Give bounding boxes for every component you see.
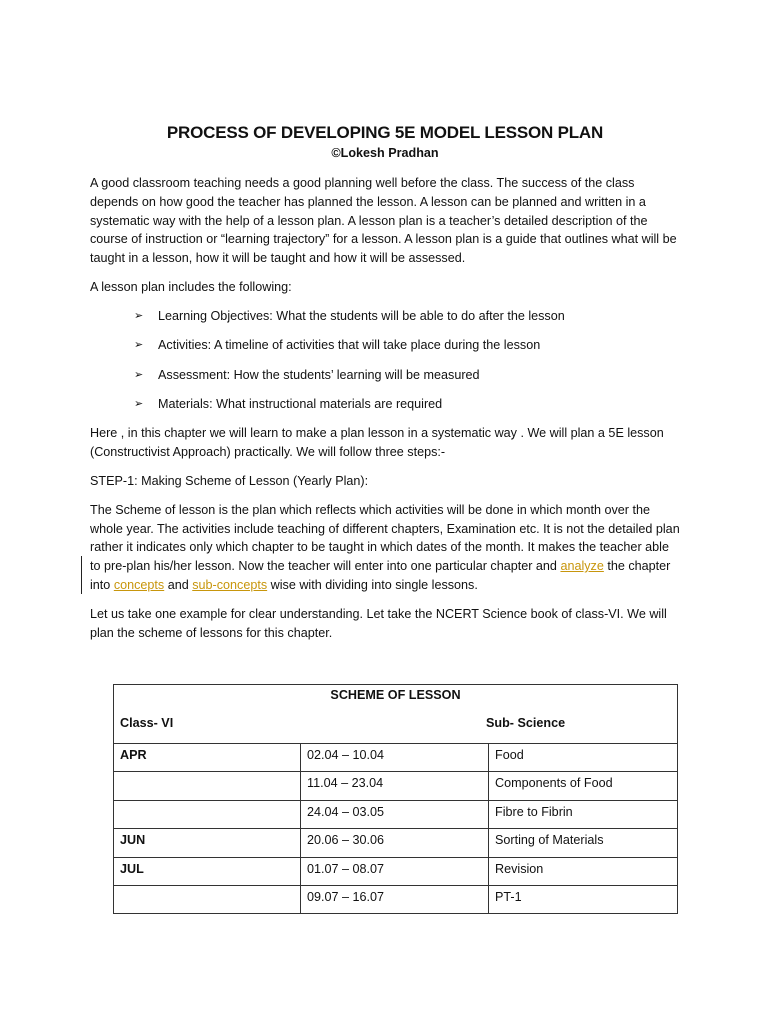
document-body — [90, 122, 680, 652]
table-row — [114, 829, 678, 857]
dates-cell: 24.04 – 03.05 — [301, 800, 489, 828]
class-label: Class- VI — [120, 716, 174, 730]
month-cell: JUL — [114, 857, 301, 885]
dates-cell: 11.04 – 23.04 — [301, 772, 489, 800]
topic-cell: Sorting of Materials — [489, 829, 678, 857]
list-item-text: Materials: What instructional materials are required — [158, 396, 443, 411]
intro-paragraph: A good classroom teaching needs a good planning well before the class. The success of the class depends on how good the teacher has planned the lesson. A lesson can be planned and written in a systematic way with the help of a lesson plan. A lesson plan is a teacher’s detailed description of the course of instruction or “learning trajectory” for a lesson. A lesson plan is a guide that outlines what will be taught in a lesson, how it will be taught and how it will be assessed. — [90, 176, 677, 266]
here-paragraph: Here , in this chapter we will learn to make a plan lesson in a systematic way . We will plan a 5E lesson (Constructivist Approach) practically. We will follow three steps:- — [90, 426, 664, 460]
list-item-text: Assessment: How the students’ learning will be measured — [158, 367, 480, 382]
topic-cell: PT-1 — [489, 885, 678, 913]
arrow-bullet-icon: ➢ — [134, 368, 144, 381]
topic-cell: Fibre to Fibrin — [489, 800, 678, 828]
table-row — [114, 744, 678, 772]
dates-cell: 01.07 – 08.07 — [301, 857, 489, 885]
table-header-cell — [114, 685, 678, 744]
topic-cell: Components of Food — [489, 772, 678, 800]
list-item — [134, 307, 680, 326]
topic-cell: Food — [489, 744, 678, 772]
step1-heading: STEP-1: Making Scheme of Lesson (Yearly Plan): — [90, 473, 369, 488]
list-item — [134, 336, 680, 355]
table-row — [114, 772, 678, 800]
dates-cell: 20.06 – 30.06 — [301, 829, 489, 857]
example-paragraph: Let us take one example for clear understanding. Let take the NCERT Science book of class-VI. We will plan the scheme of lessons for this chapter. — [90, 606, 667, 640]
table-row — [114, 885, 678, 913]
list-item — [134, 395, 680, 414]
month-cell: JUN — [114, 829, 301, 857]
month-cell — [114, 800, 301, 828]
list-item-text: Learning Objectives: What the students will be able to do after the lesson — [158, 308, 565, 323]
scheme-paragraph — [90, 501, 680, 595]
analyze-link[interactable]: analyze — [560, 559, 604, 574]
scheme-of-lesson-table — [113, 684, 678, 914]
list-item — [134, 366, 680, 385]
scheme-text-b: the chapter into — [90, 559, 671, 592]
topic-cell: Revision — [489, 857, 678, 885]
table-header-row — [114, 685, 678, 744]
concepts-link[interactable]: concepts — [113, 577, 165, 592]
dates-cell: 09.07 – 16.07 — [301, 885, 489, 913]
list-item-text: Activities: A timeline of activities that will take place during the lesson — [158, 338, 541, 353]
table-row — [114, 857, 678, 885]
arrow-bullet-icon: ➢ — [134, 397, 144, 410]
sub-concepts-link[interactable]: sub-concepts — [192, 577, 268, 592]
dates-cell: 02.04 – 10.04 — [301, 744, 489, 772]
table-title: SCHEME OF LESSON — [330, 688, 461, 702]
scheme-text-a: The Scheme of lesson is the plan which reflects which activities will be done in which month over the whole year. The activities include teaching of different chapters, Examination etc. It is not the detailed plan rather it indicates only which chapter to be taught in which dates of the month. It makes the teacher able to pre-plan his/her lesson. Now the teacher will enter into one particular chapter and — [90, 502, 680, 574]
scheme-text-d: wise with dividing into single lessons. — [267, 577, 478, 592]
document-author: ©Lokesh Pradhan — [331, 146, 439, 160]
month-cell — [114, 885, 301, 913]
month-cell — [114, 772, 301, 800]
lesson-plan-list — [90, 307, 680, 414]
month-cell: APR — [114, 744, 301, 772]
arrow-bullet-icon: ➢ — [134, 339, 144, 352]
subject-label: Sub- Science — [486, 716, 566, 730]
includes-label: A lesson plan includes the following: — [90, 279, 292, 294]
arrow-bullet-icon: ➢ — [134, 309, 144, 322]
table-row — [114, 800, 678, 828]
document-title: PROCESS OF DEVELOPING 5E MODEL LESSON PLAN — [166, 123, 604, 142]
scheme-text-c: and — [164, 577, 193, 592]
revision-change-bar — [81, 556, 82, 594]
